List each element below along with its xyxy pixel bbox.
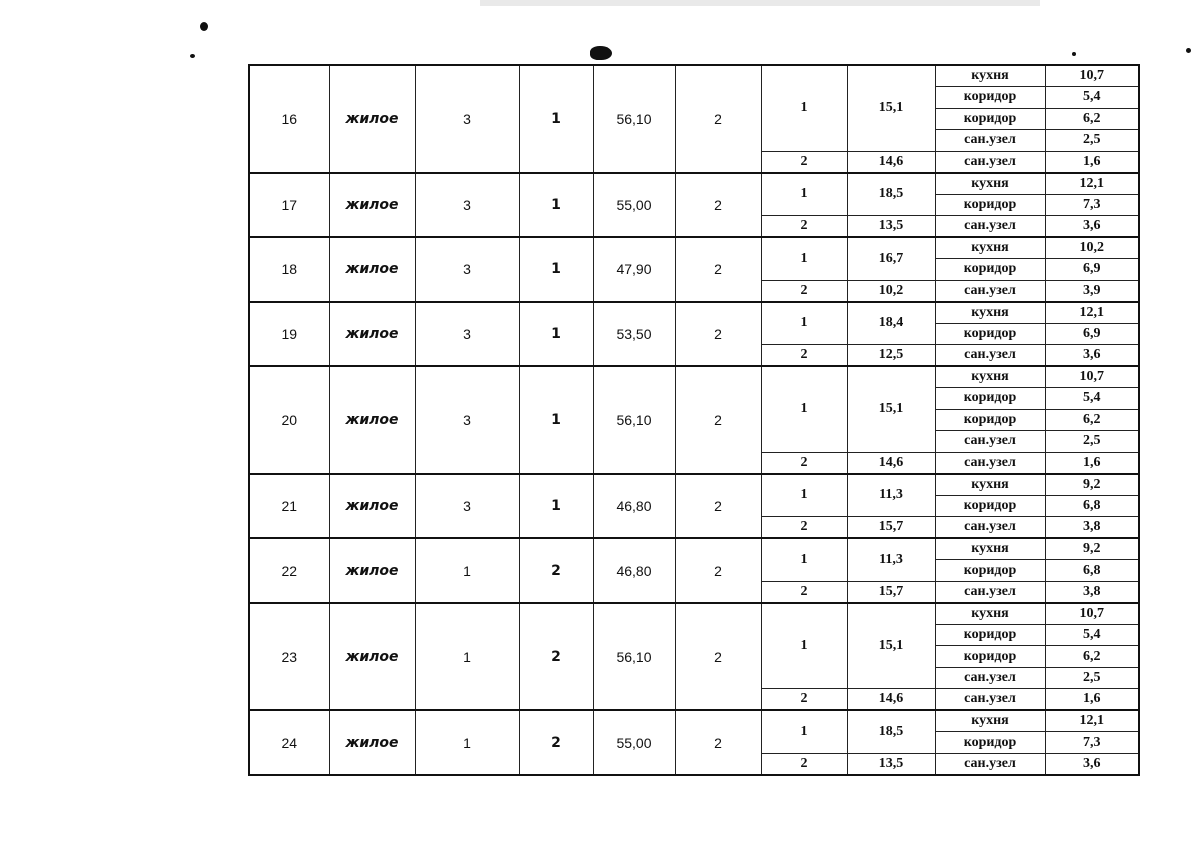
aux-room-name-cell: кухня: [935, 237, 1045, 259]
rooms-count-cell: 2: [519, 710, 593, 775]
aux-room-name-cell: кухня: [935, 173, 1045, 195]
aux-room-name-cell: сан.узел: [935, 753, 1045, 775]
aux-room-area-cell: 9,2: [1045, 474, 1139, 496]
section-cell: 1: [415, 538, 519, 603]
aux-room-area-cell: 6,2: [1045, 409, 1139, 431]
rooms-count-cell: 1: [519, 237, 593, 302]
total-area-cell: 47,90: [593, 237, 675, 302]
floor-cell: 2: [675, 710, 761, 775]
aux-room-area-cell: 3,9: [1045, 280, 1139, 302]
aux-room-name-cell: коридор: [935, 495, 1045, 517]
room-number-cell: 1: [761, 538, 847, 581]
room-number-cell: 1: [761, 65, 847, 151]
rooms-count-cell: 2: [519, 603, 593, 711]
aux-room-area-cell: 1,6: [1045, 689, 1139, 711]
aux-room-name-cell: коридор: [935, 646, 1045, 668]
aux-room-name-cell: сан.узел: [935, 345, 1045, 367]
floor-cell: 2: [675, 538, 761, 603]
room-number-cell: 1: [761, 173, 847, 216]
table-row: [249, 603, 1139, 625]
total-area-cell: 56,10: [593, 65, 675, 173]
aux-room-area-cell: 2,5: [1045, 130, 1139, 152]
section-cell: 1: [415, 710, 519, 775]
apartment-type-cell: жилое: [329, 538, 415, 603]
floor-cell: 2: [675, 302, 761, 367]
aux-room-name-cell: коридор: [935, 108, 1045, 130]
ink-speck: [190, 54, 195, 58]
aux-room-name-cell: кухня: [935, 65, 1045, 87]
rooms-count-cell: 1: [519, 366, 593, 474]
aux-room-name-cell: кухня: [935, 538, 1045, 560]
apartment-type-cell: жилое: [329, 603, 415, 711]
room-number-cell: 2: [761, 345, 847, 367]
aux-room-area-cell: 5,4: [1045, 87, 1139, 109]
total-area-cell: 56,10: [593, 366, 675, 474]
apartment-number-cell: 23: [249, 603, 329, 711]
aux-room-name-cell: коридор: [935, 388, 1045, 410]
aux-room-name-cell: кухня: [935, 366, 1045, 388]
apartment-number-cell: 19: [249, 302, 329, 367]
apartment-type-cell: жилое: [329, 710, 415, 775]
floor-cell: 2: [675, 474, 761, 539]
section-cell: 3: [415, 474, 519, 539]
total-area-cell: 55,00: [593, 173, 675, 238]
table-row: [249, 173, 1139, 195]
table-row: [249, 474, 1139, 496]
room-area-cell: 14,6: [847, 452, 935, 474]
section-cell: 3: [415, 302, 519, 367]
room-number-cell: 1: [761, 474, 847, 517]
aux-room-name-cell: коридор: [935, 259, 1045, 281]
scan-edge-mark: [480, 0, 1040, 6]
room-area-cell: 16,7: [847, 237, 935, 280]
room-area-cell: 13,5: [847, 753, 935, 775]
room-area-cell: 15,1: [847, 366, 935, 452]
table-row: [249, 302, 1139, 324]
aux-room-area-cell: 6,8: [1045, 495, 1139, 517]
rooms-count-cell: 1: [519, 302, 593, 367]
aux-room-name-cell: сан.узел: [935, 130, 1045, 152]
room-area-cell: 13,5: [847, 216, 935, 238]
room-area-cell: 14,6: [847, 689, 935, 711]
rooms-count-cell: 2: [519, 538, 593, 603]
apartment-number-cell: 16: [249, 65, 329, 173]
aux-room-name-cell: коридор: [935, 624, 1045, 646]
room-area-cell: 15,1: [847, 603, 935, 689]
aux-room-name-cell: сан.узел: [935, 216, 1045, 238]
aux-room-area-cell: 6,8: [1045, 560, 1139, 582]
aux-room-name-cell: сан.узел: [935, 431, 1045, 453]
aux-room-name-cell: кухня: [935, 302, 1045, 324]
apartment-block: [249, 474, 1139, 539]
apartment-type-cell: жилое: [329, 366, 415, 474]
room-number-cell: 2: [761, 517, 847, 539]
aux-room-name-cell: сан.узел: [935, 452, 1045, 474]
aux-room-name-cell: коридор: [935, 87, 1045, 109]
room-number-cell: 2: [761, 452, 847, 474]
apartment-number-cell: 21: [249, 474, 329, 539]
aux-room-area-cell: 2,5: [1045, 667, 1139, 689]
ink-speck: [590, 46, 612, 60]
room-area-cell: 18,5: [847, 710, 935, 753]
aux-room-name-cell: сан.узел: [935, 151, 1045, 173]
room-area-cell: 15,7: [847, 581, 935, 603]
room-number-cell: 2: [761, 280, 847, 302]
room-number-cell: 1: [761, 710, 847, 753]
apartment-number-cell: 17: [249, 173, 329, 238]
apartment-block: [249, 538, 1139, 603]
aux-room-area-cell: 6,9: [1045, 259, 1139, 281]
aux-room-area-cell: 10,7: [1045, 65, 1139, 87]
total-area-cell: 46,80: [593, 538, 675, 603]
aux-room-name-cell: коридор: [935, 194, 1045, 216]
aux-room-area-cell: 12,1: [1045, 710, 1139, 732]
room-number-cell: 1: [761, 237, 847, 280]
apartment-type-cell: жилое: [329, 237, 415, 302]
aux-room-name-cell: кухня: [935, 603, 1045, 625]
section-cell: 3: [415, 237, 519, 302]
table-row: [249, 65, 1139, 87]
aux-room-area-cell: 2,5: [1045, 431, 1139, 453]
table-row: [249, 538, 1139, 560]
floor-cell: 2: [675, 237, 761, 302]
apartment-block: [249, 603, 1139, 711]
room-area-cell: 15,7: [847, 517, 935, 539]
total-area-cell: 56,10: [593, 603, 675, 711]
aux-room-area-cell: 6,9: [1045, 323, 1139, 345]
room-number-cell: 2: [761, 216, 847, 238]
section-cell: 3: [415, 65, 519, 173]
aux-room-name-cell: сан.узел: [935, 280, 1045, 302]
aux-room-area-cell: 6,2: [1045, 646, 1139, 668]
aux-room-name-cell: коридор: [935, 732, 1045, 754]
aux-room-area-cell: 5,4: [1045, 624, 1139, 646]
room-area-cell: 11,3: [847, 474, 935, 517]
room-number-cell: 2: [761, 151, 847, 173]
floor-cell: 2: [675, 366, 761, 474]
room-area-cell: 18,4: [847, 302, 935, 345]
total-area-cell: 53,50: [593, 302, 675, 367]
floor-cell: 2: [675, 65, 761, 173]
ink-speck: [1072, 52, 1076, 56]
apartment-block: [249, 65, 1139, 173]
apartment-number-cell: 20: [249, 366, 329, 474]
room-area-cell: 10,2: [847, 280, 935, 302]
apartment-number-cell: 24: [249, 710, 329, 775]
section-cell: 3: [415, 173, 519, 238]
table-row: [249, 237, 1139, 259]
aux-room-name-cell: кухня: [935, 710, 1045, 732]
room-number-cell: 2: [761, 689, 847, 711]
room-number-cell: 1: [761, 302, 847, 345]
aux-room-area-cell: 10,2: [1045, 237, 1139, 259]
aux-room-name-cell: коридор: [935, 323, 1045, 345]
apartment-type-cell: жилое: [329, 302, 415, 367]
aux-room-area-cell: 9,2: [1045, 538, 1139, 560]
apartment-type-cell: жилое: [329, 65, 415, 173]
aux-room-area-cell: 3,6: [1045, 216, 1139, 238]
aux-room-area-cell: 7,3: [1045, 194, 1139, 216]
section-cell: 1: [415, 603, 519, 711]
aux-room-area-cell: 3,6: [1045, 345, 1139, 367]
total-area-cell: 46,80: [593, 474, 675, 539]
room-area-cell: 12,5: [847, 345, 935, 367]
rooms-count-cell: 1: [519, 474, 593, 539]
apartment-block: [249, 302, 1139, 367]
room-number-cell: 1: [761, 366, 847, 452]
apartment-type-cell: жилое: [329, 173, 415, 238]
aux-room-area-cell: 6,2: [1045, 108, 1139, 130]
aux-room-name-cell: кухня: [935, 474, 1045, 496]
apartment-number-cell: 18: [249, 237, 329, 302]
apartment-block: [249, 237, 1139, 302]
room-area-cell: 11,3: [847, 538, 935, 581]
aux-room-area-cell: 3,6: [1045, 753, 1139, 775]
apartments-table: [248, 64, 1140, 776]
aux-room-name-cell: сан.узел: [935, 581, 1045, 603]
aux-room-area-cell: 1,6: [1045, 151, 1139, 173]
ink-speck: [200, 22, 208, 31]
aux-room-area-cell: 10,7: [1045, 366, 1139, 388]
room-area-cell: 18,5: [847, 173, 935, 216]
aux-room-name-cell: сан.узел: [935, 667, 1045, 689]
aux-room-area-cell: 1,6: [1045, 452, 1139, 474]
aux-room-area-cell: 12,1: [1045, 173, 1139, 195]
aux-room-area-cell: 12,1: [1045, 302, 1139, 324]
aux-room-area-cell: 5,4: [1045, 388, 1139, 410]
rooms-count-cell: 1: [519, 65, 593, 173]
room-area-cell: 14,6: [847, 151, 935, 173]
ink-speck: [1186, 48, 1191, 53]
floor-cell: 2: [675, 603, 761, 711]
apartment-type-cell: жилое: [329, 474, 415, 539]
floor-cell: 2: [675, 173, 761, 238]
aux-room-name-cell: коридор: [935, 560, 1045, 582]
aux-room-area-cell: 3,8: [1045, 517, 1139, 539]
apartment-block: [249, 366, 1139, 474]
aux-room-name-cell: сан.узел: [935, 689, 1045, 711]
apartment-block: [249, 710, 1139, 775]
aux-room-area-cell: 10,7: [1045, 603, 1139, 625]
aux-room-name-cell: коридор: [935, 409, 1045, 431]
apartment-block: [249, 173, 1139, 238]
aux-room-area-cell: 3,8: [1045, 581, 1139, 603]
aux-room-name-cell: сан.узел: [935, 517, 1045, 539]
total-area-cell: 55,00: [593, 710, 675, 775]
section-cell: 3: [415, 366, 519, 474]
table-row: [249, 366, 1139, 388]
room-number-cell: 2: [761, 753, 847, 775]
table-row: [249, 710, 1139, 732]
room-area-cell: 15,1: [847, 65, 935, 151]
apartment-number-cell: 22: [249, 538, 329, 603]
rooms-count-cell: 1: [519, 173, 593, 238]
room-number-cell: 1: [761, 603, 847, 689]
room-number-cell: 2: [761, 581, 847, 603]
aux-room-area-cell: 7,3: [1045, 732, 1139, 754]
